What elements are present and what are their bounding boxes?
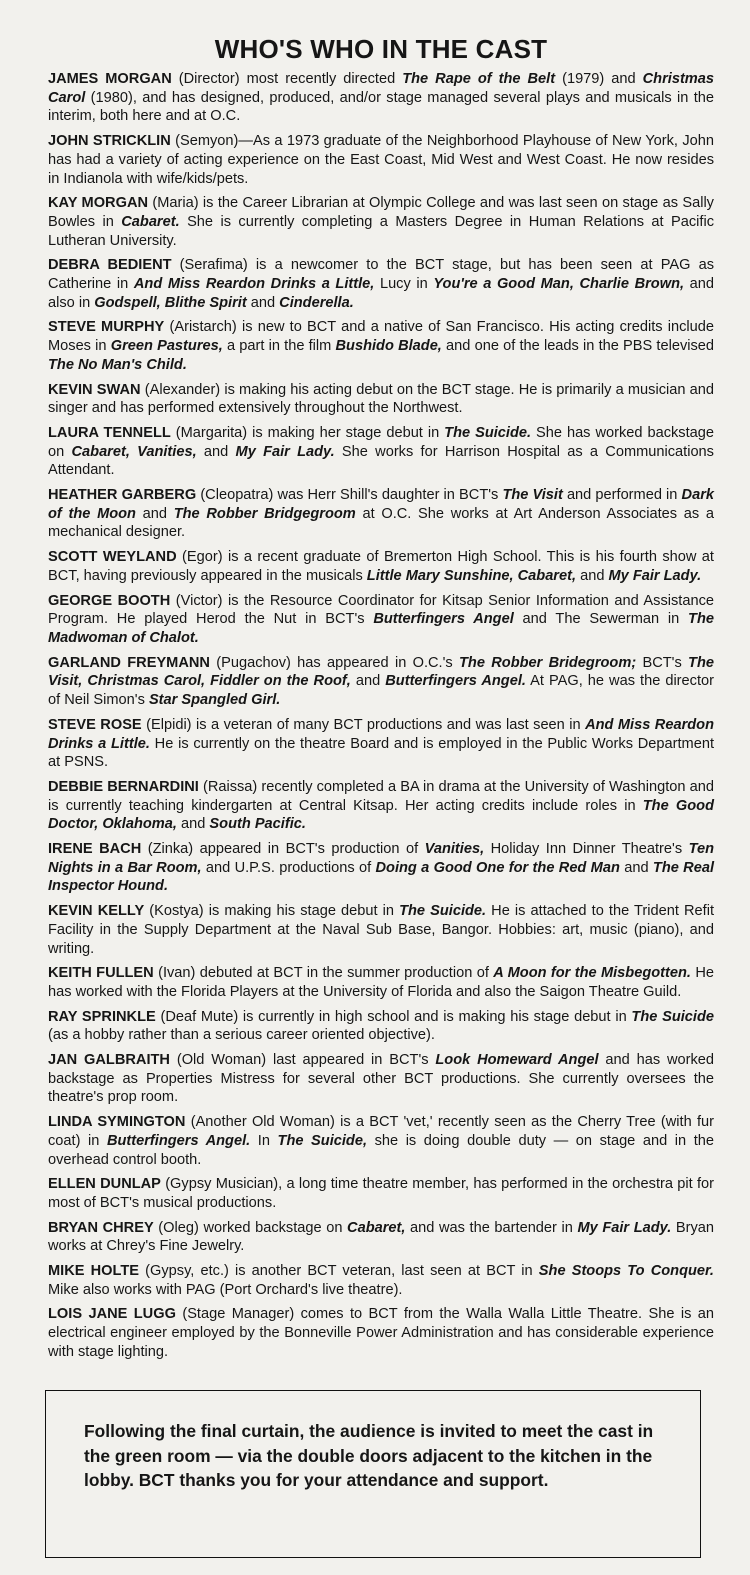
production-title: Ten Nights in a Bar Room, <box>48 841 715 876</box>
bio-text: (as a hobby rather than a serious career oriented objective). <box>48 1027 435 1044</box>
production-title: The Madwoman of Chalot. <box>48 611 714 646</box>
production-title: The No Man's Child. <box>48 356 187 373</box>
production-title: Butterfingers Angel. <box>385 673 526 690</box>
cast-entry <box>48 716 714 772</box>
production-title: Christmas Carol <box>48 71 715 106</box>
bio-text: (Aristarch) is new to BCT and a native of San Francisco. His acting credits include Moses in <box>48 319 714 355</box>
bio-text: (Elpidi) is a veteran of many BCT productions and was last seen in <box>141 716 586 733</box>
cast-member-name: DEBRA BEDIENT <box>48 257 172 274</box>
cast-member-name: GARLAND FREYMANN <box>48 654 210 671</box>
production-title: Cabaret. <box>121 213 180 230</box>
production-title: The Robber Bridegroom; <box>459 654 637 671</box>
bio-text: and U.P.S. productions of <box>201 859 376 876</box>
cast-entry <box>48 256 714 312</box>
bio-text: and one of the leads in the PBS televised <box>441 338 715 355</box>
production-title: Butterfingers Angel <box>373 611 514 628</box>
cast-entry <box>48 778 714 834</box>
cast-member-name: KAY MORGAN <box>48 195 149 212</box>
bio-text: Lucy in <box>374 276 434 293</box>
production-title: You're a Good Man, Charlie Brown, <box>433 276 685 293</box>
cast-member-name: JOHN STRICKLIN <box>48 133 171 150</box>
bio-text: at O.C. She works at Art Anderson Associates as a mechanical designer. <box>48 505 714 541</box>
bio-text: and <box>576 567 609 584</box>
bio-text: (Gypsy Musician), a long time theatre member, has performed in the orchestra pit for most of BCT's musical productions. <box>48 1176 714 1211</box>
production-title: The Good Doctor, Oklahoma, <box>48 797 714 833</box>
production-title: Green Pastures, <box>110 338 223 355</box>
bio-text: and performed in <box>562 487 682 504</box>
bio-text: (Kostya) is making his stage debut in <box>144 903 400 920</box>
bio-text: At PAG, he was the director of Neil Simon's <box>48 673 714 709</box>
bio-text: (Director) most recently directed <box>171 71 403 87</box>
production-title: The Real Inspector Hound. <box>48 859 715 895</box>
production-title: A Moon for the Misbegotten. <box>493 965 691 982</box>
bio-text: and The Sewerman in <box>513 611 689 628</box>
production-title: And Miss Reardon Drinks a Little, <box>133 276 375 293</box>
bio-text: (Margarita) is making her stage debut in <box>170 424 445 441</box>
bio-text: and <box>135 505 174 522</box>
production-title: Butterfingers Angel. <box>106 1132 251 1149</box>
cast-entry <box>48 318 714 374</box>
production-title: Star Spangled Girl. <box>148 692 281 709</box>
bio-text: (Maria) is the Career Librarian at Olympic College and was last seen on stage as Sally Bowles in <box>48 195 714 230</box>
cast-member-name: KEITH FULLEN <box>48 965 154 982</box>
cast-member-name: JAMES MORGAN <box>48 71 172 87</box>
bio-text: (Deaf Mute) is currently in high school and is making his stage debut in <box>155 1008 632 1025</box>
cast-member-name: SCOTT WEYLAND <box>48 549 177 566</box>
cast-entry <box>48 1051 714 1107</box>
bio-text: (Pugachov) has appeared in O.C.'s <box>209 654 459 671</box>
bio-text: (Zinka) appeared in BCT's production of <box>141 841 425 858</box>
cast-member-name: RAY SPRINKLE <box>48 1008 156 1025</box>
bio-text: (Oleg) worked backstage on <box>153 1219 348 1236</box>
cast-member-name: JAN GALBRAITH <box>48 1052 170 1069</box>
bio-text: He is attached to the Trident Refit Facility in the Supply Department at the Naval Sub Base, Bangor. Hobbies: art, music (piano), and writing. <box>48 903 714 957</box>
production-title: The Robber Bridgegroom <box>173 505 356 522</box>
cast-member-name: LINDA SYMINGTON <box>48 1114 186 1131</box>
bio-text: and <box>619 859 653 876</box>
production-title: Godspell, Blithe Spirit <box>94 294 247 311</box>
bio-text: and was the bartender in <box>405 1219 578 1236</box>
production-title: Bushido Blade, <box>335 338 442 355</box>
production-title: Cabaret, Vanities, <box>71 443 197 460</box>
notice-box <box>45 1390 701 1558</box>
cast-member-name: IRENE BACH <box>48 841 142 858</box>
notice-text: Following the final curtain, the audience is invited to meet the cast in the green room — via the double doors adjacent to the kitchen in the lobby. BCT thanks you for your attendance and support. <box>84 1421 654 1490</box>
production-title: And Miss Reardon Drinks a Little. <box>48 716 714 752</box>
production-title: Dark of the Moon <box>48 487 714 522</box>
production-title: She Stoops To Conquer. <box>538 1263 714 1280</box>
page-title: WHO'S WHO IN THE CAST <box>214 34 548 64</box>
bio-text: (Ivan) debuted at BCT in the summer production of <box>153 965 494 982</box>
cast-member-name: ELLEN DUNLAP <box>48 1176 161 1193</box>
bio-text: She is currently completing a Masters Degree in Human Relations at Pacific Lutheran University. <box>48 213 714 249</box>
bio-text: Holiday Inn Dinner Theatre's <box>484 841 689 858</box>
cast-member-name: STEVE ROSE <box>48 716 142 733</box>
cast-member-name: LAURA TENNELL <box>48 424 171 441</box>
cast-member-name: HEATHER GARBERG <box>48 487 197 504</box>
production-title: Doing a Good One for the Red Man <box>375 859 620 876</box>
bio-text: (Stage Manager) comes to BCT from the Walla Walla Little Theatre. She is an electrical engineer employed by the Bonneville Power Administration and has considerable experience with stage lighting. <box>48 1306 715 1360</box>
bio-text: (Raissa) recently completed a BA in drama at the University of Washington and is currently teaching kindergarten at Central Kitsap. Her acting credits include roles in <box>48 778 714 814</box>
bio-text: (Victor) is the Resource Coordinator for Kitsap Senior Information and Assistance Program. He played Herod the Nut in BCT's <box>48 592 714 628</box>
production-title: Cabaret, <box>347 1219 406 1236</box>
cast-member-name: MIKE HOLTE <box>48 1263 139 1280</box>
cast-entry <box>48 1219 714 1256</box>
cast-entry <box>48 194 714 250</box>
bio-text: (Alexander) is making his acting debut on the BCT stage. He is primarily a musician and singer and has performed extensively throughout the Northwest. <box>48 381 715 417</box>
cast-list <box>48 70 714 1362</box>
bio-text: and also in <box>48 276 715 311</box>
cast-entry <box>48 70 714 126</box>
production-title: The Suicide. <box>399 903 487 920</box>
cast-member-name: DEBBIE BERNARDINI <box>48 778 199 795</box>
cast-member-name: BRYAN CHREY <box>48 1219 154 1236</box>
cast-entry <box>48 548 714 585</box>
production-title: Vanities, <box>424 841 485 858</box>
bio-text: In <box>250 1132 278 1149</box>
bio-text: and <box>196 443 236 460</box>
bio-text: She works for Harrison Hospital as a Communications Attendant. <box>48 443 714 479</box>
cast-member-name: STEVE MURPHY <box>48 319 165 336</box>
cast-entry <box>48 840 714 896</box>
production-title: The Suicide <box>631 1008 714 1025</box>
bio-text: (Another Old Woman) is a BCT 'vet,' recently seen as the Cherry Tree (with fur coat) in <box>48 1114 714 1149</box>
production-title: Cinderella. <box>279 294 354 311</box>
cast-entry <box>48 1305 714 1361</box>
bio-text: (1980), and has designed, produced, and/or stage managed several plays and musicals in the interim, both here and at O.C. <box>48 89 714 125</box>
cast-member-name: GEORGE BOOTH <box>48 592 171 609</box>
bio-text: He has worked with the Florida Players at the University of Florida and also the Saigon Theatre Guild. <box>48 965 714 1000</box>
cast-member-name: LOIS JANE LUGG <box>48 1306 176 1323</box>
bio-text: She has worked backstage on <box>48 424 714 460</box>
cast-entry <box>48 486 714 542</box>
production-title: My Fair Lady. <box>608 567 702 584</box>
production-title: My Fair Lady. <box>577 1219 672 1236</box>
bio-text: a part in the film <box>222 338 336 355</box>
bio-text: she is doing double duty — on stage and in the overhead control booth. <box>48 1132 715 1168</box>
production-title: The Visit, Christmas Carol, Fiddler on the Roof, <box>48 654 714 690</box>
bio-text: (Serafima) is a newcomer to the BCT stage, but has been seen at PAG as Catherine in <box>48 257 714 293</box>
bio-text: (1979) and <box>555 71 643 87</box>
bio-text: Bryan works at Chrey's Fine Jewelry. <box>48 1219 715 1255</box>
cast-entry <box>48 381 714 418</box>
cast-entry <box>48 654 714 710</box>
bio-text: (Old Woman) last appeared in BCT's <box>169 1052 436 1069</box>
cast-entry <box>48 964 714 1001</box>
production-title: The Suicide, <box>277 1132 368 1149</box>
bio-text: (Egor) is a recent graduate of Bremerton High School. This is his fourth show at BCT, having previously appeared in the musicals <box>48 549 714 584</box>
bio-text: (Semyon)—As a 1973 graduate of the Neighborhood Playhouse of New York, John has had a variety of acting experience on the East Coast, Mid West and West Coast. He now resides in Indianola with wife/kids/pets. <box>48 133 714 187</box>
cast-entry <box>48 132 714 188</box>
bio-text: and <box>246 294 280 311</box>
bio-text: BCT's <box>636 654 689 671</box>
cast-entry <box>48 424 714 480</box>
bio-text: He is currently on the theatre Board and is employed in the Public Works Department at PSNS. <box>48 735 714 771</box>
bio-text: and has worked backstage as Properties Mistress for several other BCT productions. She currently oversees the theatre's prop room. <box>48 1052 715 1106</box>
production-title: The Visit <box>502 487 563 504</box>
production-title: My Fair Lady. <box>235 443 335 460</box>
cast-entry <box>48 1175 714 1212</box>
bio-text: Mike also works with PAG (Port Orchard's live theatre). <box>48 1281 403 1298</box>
cast-entry <box>48 1113 714 1169</box>
cast-member-name: KEVIN KELLY <box>48 903 145 920</box>
production-title: The Suicide. <box>444 424 532 441</box>
production-title: South Pacific. <box>209 816 306 833</box>
production-title: Little Mary Sunshine, Cabaret, <box>366 567 577 584</box>
production-title: The Rape of the Belt <box>402 71 556 87</box>
bio-text: (Gypsy, etc.) is another BCT veteran, last seen at BCT in <box>139 1263 539 1280</box>
cast-entry <box>48 902 714 958</box>
cast-entry <box>48 1008 714 1045</box>
bio-text: and <box>350 673 386 690</box>
cast-entry <box>48 1262 714 1299</box>
production-title: Look Homeward Angel <box>435 1052 599 1069</box>
bio-text: (Cleopatra) was Herr Shill's daughter in BCT's <box>196 487 503 504</box>
cast-member-name: KEVIN SWAN <box>48 381 141 398</box>
bio-text: and <box>176 816 210 833</box>
cast-entry <box>48 592 714 648</box>
